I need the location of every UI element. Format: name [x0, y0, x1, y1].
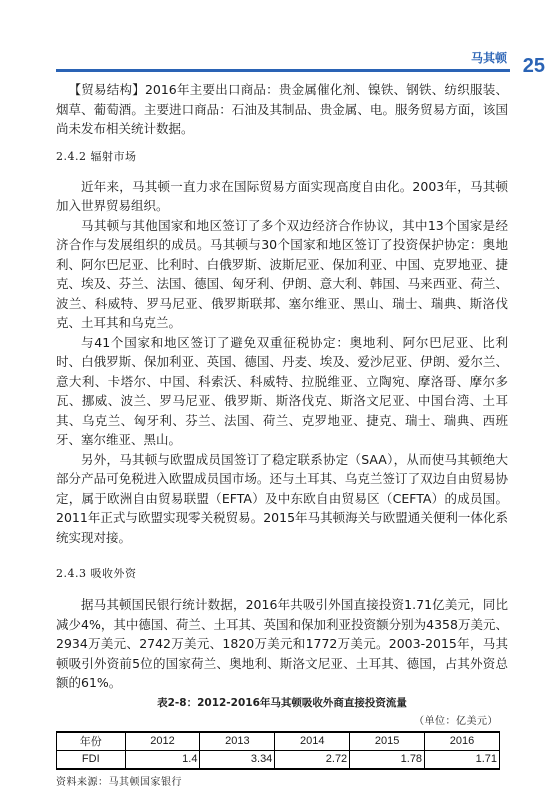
section-heading-fdi: 2.4.3 吸收外资 [56, 567, 137, 580]
table-unit: （单位：亿美元） [414, 715, 498, 727]
fdi-paragraph: 据马其顿国民银行统计数据，2016年共吸引外国直接投资1.71亿美元，同比减少4%，其中德国、荷兰、土耳其、英国和保加利亚投资额分别为4358万美元、2934万美元、2742万美元、1820万美元和1772万美元。2003-2015年，马其顿吸引外资前5位的国家荷兰、奥地利、斯洛文尼亚、土耳其、德国，占其外资总额的61%。 [56, 597, 508, 690]
table-header-year: 2014 [275, 732, 350, 751]
radiation-paragraph-1: 近年来，马其顿一直力求在国际贸易方面实现高度自由化。2003年，马其顿加入世界贸易组织。 [56, 178, 508, 213]
table-header-year: 2016 [425, 732, 500, 751]
table-cell-value: 2.72 [275, 750, 350, 769]
trade-structure-paragraph: 【贸易结构】2016年主要出口商品：贵金属催化剂、镍铁、钢铁、纺织服装、烟草、葡萄酒。主要进口商品：石油及其制品、贵金属、电。服务贸易方面，该国尚未发布相关统计数据。 [56, 82, 508, 136]
table-header-year: 2013 [200, 732, 275, 751]
radiation-paragraph-4: 另外，马其顿与欧盟成员国签订了稳定联系协定（SAA），从而使马其顿绝大部分产品可免税进入欧盟成员国市场。还与土耳其、乌克兰签订了双边自由贸易协定，属于欧洲自由贸易联盟（EFTA）及中东欧自由贸易区（CEFTA）的成员国。2011年正式与欧盟实现零关税贸易。2015年马其顿海关与欧盟通关便利一体化系统实现对接。 [56, 451, 508, 545]
table-cell-value: 1.4 [125, 750, 200, 769]
running-header-title: 马其顿 [470, 51, 507, 65]
section-heading-radiation: 2.4.2 辐射市场 [56, 149, 137, 163]
table-header-row [57, 732, 500, 751]
page-number: 25 [522, 55, 545, 77]
table-header-year: 2012 [125, 732, 200, 751]
page-content [56, 80, 508, 788]
header-rule [56, 69, 510, 72]
table-row [57, 750, 500, 769]
table-cell-value: 1.78 [350, 750, 425, 769]
fdi-table [56, 731, 500, 770]
table-header-label: 年份 [57, 732, 126, 751]
table-caption: 表2-8：2012-2016年马其顿吸收外商直接投资流量 [157, 696, 407, 709]
radiation-paragraph-3: 与41个国家和地区签订了避免双重征税协定：奥地利、阿尔巴尼亚、比利时、白俄罗斯、保加利亚、英国、德国、丹麦、埃及、爱沙尼亚、伊朗、爱尔兰、意大利、卡塔尔、中国、科索沃、科威特、拉脱维亚、立陶宛、摩洛哥、摩尔多瓦、挪威、波兰、罗马尼亚、俄罗斯、斯洛伐克、斯洛文尼亚、中国台湾、土耳其、乌克兰、匈牙利、芬兰、法国、荷兰、克罗地亚、捷克、瑞士、瑞典、西班牙、塞尔维亚、黑山。 [56, 334, 508, 447]
table-cell-value: 3.34 [200, 750, 275, 769]
table-row-label: FDI [57, 750, 126, 769]
table-header-year: 2015 [350, 732, 425, 751]
table-source: 资料来源：马其顿国家银行 [56, 776, 182, 788]
radiation-paragraph-2: 马其顿与其他国家和地区签订了多个双边经济合作协议，其中13个国家是经济合作与发展组织的成员。马其顿与30个国家和地区签订了投资保护协定：奥地利、阿尔巴尼亚、比利时、白俄罗斯、波斯尼亚、保加利亚、中国、克罗地亚、捷克、埃及、芬兰、法国、德国、匈牙利、伊朗、意大利、韩国、马来西亚、荷兰、波兰、科威特、罗马尼亚、俄罗斯联邦、塞尔维亚、黑山、瑞士、瑞典、斯洛伐克、土耳其和乌克兰。 [56, 217, 508, 330]
table-cell-value: 1.71 [425, 750, 500, 769]
